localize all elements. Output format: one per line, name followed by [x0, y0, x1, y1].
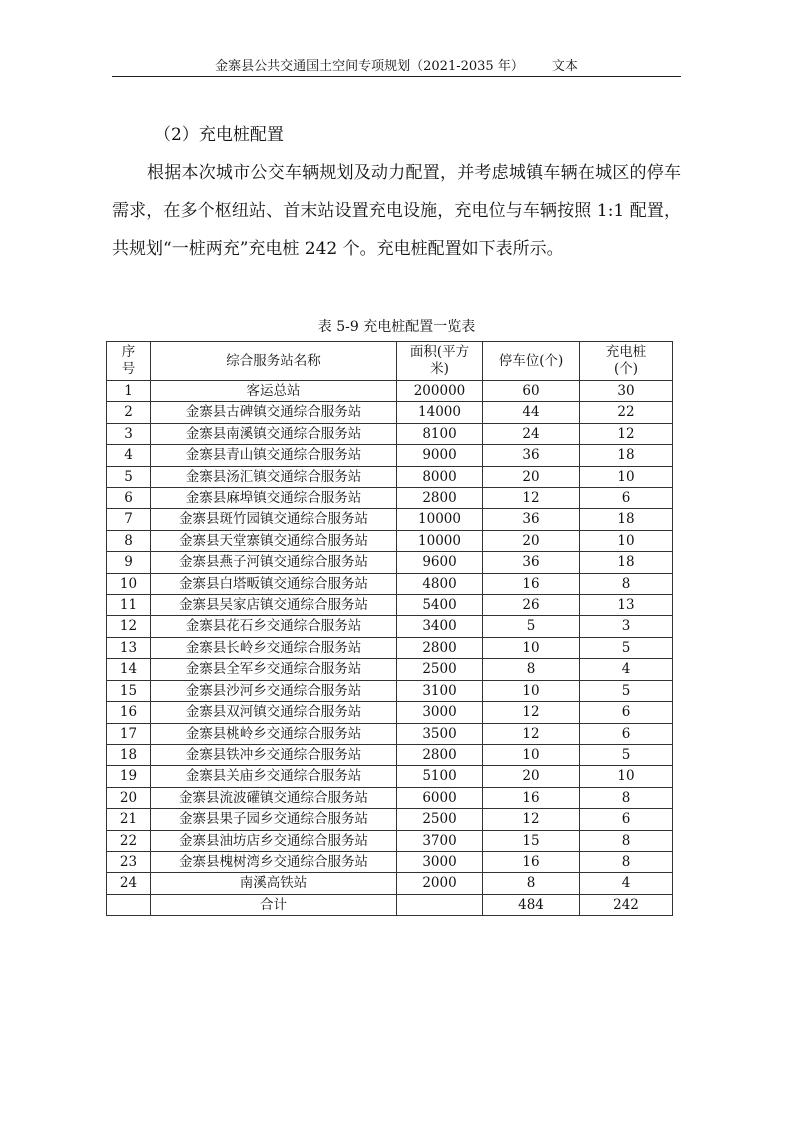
table-row	[107, 873, 673, 894]
cell-chargers: 10	[580, 530, 673, 551]
cell-no: 14	[107, 659, 151, 680]
cell-area: 3000	[397, 702, 483, 723]
cell-area: 9000	[397, 445, 483, 466]
cell-area: 2500	[397, 809, 483, 830]
table-row	[107, 573, 673, 594]
table-row	[107, 809, 673, 830]
cell-no: 8	[107, 530, 151, 551]
cell-chargers: 22	[580, 402, 673, 423]
cell-chargers: 8	[580, 851, 673, 872]
cell-area: 2800	[397, 488, 483, 509]
header-area: 面积(平方 米)	[397, 342, 483, 381]
cell-name: 金寨县白塔畈镇交通综合服务站	[151, 573, 397, 594]
cell-no: 9	[107, 552, 151, 573]
cell-name: 金寨县麻埠镇交通综合服务站	[151, 488, 397, 509]
cell-chargers: 18	[580, 509, 673, 530]
cell-name: 金寨县斑竹园镇交通综合服务站	[151, 509, 397, 530]
cell-no: 20	[107, 787, 151, 808]
cell-no: 3	[107, 423, 151, 444]
cell-name: 客运总站	[151, 381, 397, 402]
table-row	[107, 381, 673, 402]
header-rule	[112, 76, 681, 77]
table-row	[107, 787, 673, 808]
cell-name: 金寨县天堂寨镇交通综合服务站	[151, 530, 397, 551]
total-label: 合计	[151, 894, 397, 915]
cell-area: 3000	[397, 851, 483, 872]
table-caption: 表 5-9 充电桩配置一览表	[317, 319, 476, 335]
cell-area: 2500	[397, 659, 483, 680]
cell-area: 3700	[397, 830, 483, 851]
header-parking: 停车位(个)	[483, 342, 580, 381]
cell-parking: 10	[483, 744, 580, 765]
cell-no: 16	[107, 702, 151, 723]
cell-area: 14000	[397, 402, 483, 423]
table-row	[107, 445, 673, 466]
cell-name: 金寨县槐树湾乡交通综合服务站	[151, 851, 397, 872]
cell-chargers: 30	[580, 381, 673, 402]
cell-area: 2800	[397, 637, 483, 658]
cell-no: 15	[107, 680, 151, 701]
cell-no: 10	[107, 573, 151, 594]
cell-area: 4800	[397, 573, 483, 594]
cell-chargers: 8	[580, 787, 673, 808]
cell-parking: 44	[483, 402, 580, 423]
cell-chargers: 10	[580, 766, 673, 787]
cell-area: 3500	[397, 723, 483, 744]
total-area	[397, 894, 483, 915]
cell-chargers: 6	[580, 723, 673, 744]
cell-parking: 15	[483, 830, 580, 851]
cell-parking: 10	[483, 680, 580, 701]
cell-parking: 8	[483, 873, 580, 894]
cell-chargers: 6	[580, 702, 673, 723]
cell-area: 10000	[397, 530, 483, 551]
cell-name: 金寨县油坊店乡交通综合服务站	[151, 830, 397, 851]
cell-no: 24	[107, 873, 151, 894]
cell-name: 金寨县汤汇镇交通综合服务站	[151, 466, 397, 487]
cell-no: 2	[107, 402, 151, 423]
cell-no: 23	[107, 851, 151, 872]
cell-chargers: 4	[580, 659, 673, 680]
cell-no: 13	[107, 637, 151, 658]
table-row	[107, 766, 673, 787]
cell-no: 4	[107, 445, 151, 466]
cell-parking: 20	[483, 530, 580, 551]
cell-parking: 36	[483, 445, 580, 466]
table-row	[107, 680, 673, 701]
table-row	[107, 830, 673, 851]
cell-parking: 16	[483, 573, 580, 594]
cell-chargers: 5	[580, 637, 673, 658]
cell-area: 200000	[397, 381, 483, 402]
cell-area: 6000	[397, 787, 483, 808]
total-chargers: 242	[580, 894, 673, 915]
cell-no: 22	[107, 830, 151, 851]
table-row	[107, 423, 673, 444]
table-row	[107, 402, 673, 423]
cell-no: 1	[107, 381, 151, 402]
table-row	[107, 530, 673, 551]
cell-parking: 16	[483, 851, 580, 872]
cell-no: 7	[107, 509, 151, 530]
cell-name: 金寨县双河镇交通综合服务站	[151, 702, 397, 723]
cell-parking: 8	[483, 659, 580, 680]
cell-name: 金寨县长岭乡交通综合服务站	[151, 637, 397, 658]
cell-parking: 12	[483, 702, 580, 723]
table-row	[107, 744, 673, 765]
cell-chargers: 4	[580, 873, 673, 894]
table-row	[107, 488, 673, 509]
cell-chargers: 12	[580, 423, 673, 444]
cell-no: 17	[107, 723, 151, 744]
table-row	[107, 702, 673, 723]
cell-chargers: 8	[580, 830, 673, 851]
cell-parking: 20	[483, 466, 580, 487]
cell-parking: 20	[483, 766, 580, 787]
table-row	[107, 723, 673, 744]
cell-name: 金寨县桃岭乡交通综合服务站	[151, 723, 397, 744]
cell-name: 金寨县果子园乡交通综合服务站	[151, 809, 397, 830]
cell-parking: 36	[483, 552, 580, 573]
cell-parking: 36	[483, 509, 580, 530]
cell-name: 金寨县全军乡交通综合服务站	[151, 659, 397, 680]
table-row	[107, 466, 673, 487]
cell-parking: 10	[483, 637, 580, 658]
cell-name: 金寨县燕子河镇交通综合服务站	[151, 552, 397, 573]
table-row	[107, 851, 673, 872]
cell-parking: 24	[483, 423, 580, 444]
header-chargers: 充电桩 (个)	[580, 342, 673, 381]
header-tag: 文本	[551, 59, 578, 74]
cell-no: 18	[107, 744, 151, 765]
cell-name: 金寨县吴家店镇交通综合服务站	[151, 595, 397, 616]
cell-no: 6	[107, 488, 151, 509]
total-no	[107, 894, 151, 915]
cell-area: 3400	[397, 616, 483, 637]
cell-parking: 12	[483, 488, 580, 509]
cell-area: 2000	[397, 873, 483, 894]
header-name: 综合服务站名称	[151, 342, 397, 381]
cell-area: 8100	[397, 423, 483, 444]
cell-area: 9600	[397, 552, 483, 573]
cell-chargers: 10	[580, 466, 673, 487]
header-no: 序 号	[107, 342, 151, 381]
cell-name: 金寨县南溪镇交通综合服务站	[151, 423, 397, 444]
cell-name: 金寨县青山镇交通综合服务站	[151, 445, 397, 466]
table-row	[107, 637, 673, 658]
cell-name: 金寨县古碑镇交通综合服务站	[151, 402, 397, 423]
total-parking: 484	[483, 894, 580, 915]
charger-table	[106, 341, 673, 916]
cell-area: 2800	[397, 744, 483, 765]
cell-no: 21	[107, 809, 151, 830]
cell-chargers: 13	[580, 595, 673, 616]
cell-area: 5100	[397, 766, 483, 787]
cell-chargers: 18	[580, 445, 673, 466]
cell-parking: 26	[483, 595, 580, 616]
table-row	[107, 509, 673, 530]
cell-no: 11	[107, 595, 151, 616]
cell-chargers: 18	[580, 552, 673, 573]
page-header	[112, 57, 681, 74]
table-row	[107, 616, 673, 637]
cell-parking: 12	[483, 809, 580, 830]
section-heading: （2）充电桩配置	[154, 125, 284, 145]
cell-parking: 5	[483, 616, 580, 637]
cell-chargers: 5	[580, 680, 673, 701]
cell-chargers: 3	[580, 616, 673, 637]
cell-parking: 12	[483, 723, 580, 744]
cell-chargers: 5	[580, 744, 673, 765]
cell-area: 3100	[397, 680, 483, 701]
cell-area: 5400	[397, 595, 483, 616]
cell-name: 金寨县铁冲乡交通综合服务站	[151, 744, 397, 765]
table-row	[107, 552, 673, 573]
table-body	[107, 381, 673, 895]
cell-name: 金寨县沙河乡交通综合服务站	[151, 680, 397, 701]
cell-area: 10000	[397, 509, 483, 530]
cell-no: 12	[107, 616, 151, 637]
cell-parking: 16	[483, 787, 580, 808]
table-total-row	[107, 894, 673, 915]
cell-parking: 60	[483, 381, 580, 402]
cell-chargers: 6	[580, 488, 673, 509]
table-row	[107, 659, 673, 680]
cell-area: 8000	[397, 466, 483, 487]
cell-chargers: 6	[580, 809, 673, 830]
cell-no: 19	[107, 766, 151, 787]
body-paragraph: 根据本次城市公交车辆规划及动力配置，并考虑城镇车辆在城区的停车需求，在多个枢纽站、首末站设置充电设施，充电位与车辆按照 1:1 配置，共规划“一桩两充”充电桩 242 个。充电桩配置如下表所示。	[112, 163, 681, 259]
table-header-row	[107, 342, 673, 381]
cell-name: 金寨县流波礶镇交通综合服务站	[151, 787, 397, 808]
header-title: 金寨县公共交通国土空间专项规划（2021-2035 年）	[215, 59, 524, 74]
cell-name: 南溪高铁站	[151, 873, 397, 894]
cell-name: 金寨县关庙乡交通综合服务站	[151, 766, 397, 787]
cell-chargers: 8	[580, 573, 673, 594]
table-row	[107, 595, 673, 616]
cell-no: 5	[107, 466, 151, 487]
cell-name: 金寨县花石乡交通综合服务站	[151, 616, 397, 637]
